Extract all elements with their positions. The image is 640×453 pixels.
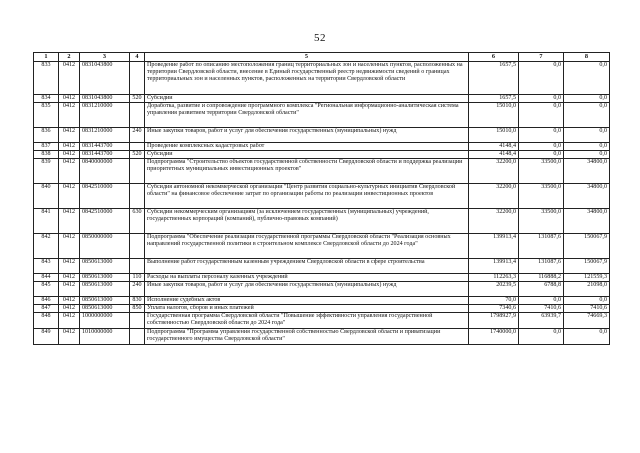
expense-type-code [130, 143, 145, 151]
target-code: 0850613000 [80, 259, 130, 274]
section-code: 0412 [59, 274, 80, 282]
row-number: 833 [34, 62, 59, 95]
item-description: Субсидии [145, 151, 469, 159]
header-col-3: 3 [80, 53, 130, 62]
target-code: 0842510000 [80, 184, 130, 209]
amount-year-2: 33500,0 [519, 184, 564, 209]
amount-year-2: 131087,6 [519, 259, 564, 274]
header-col-4: 4 [130, 53, 145, 62]
row-number: 849 [34, 329, 59, 345]
item-description: Исполнение судебных актов [145, 297, 469, 305]
amount-year-3: 7410,6 [564, 305, 610, 313]
item-description: Проведение работ по описанию местоположения границ территориальных зон и населенных пунктов, расположенных на территории Свердловской области, внесение в Единый государственный реестр недвижимости сведений о границах территориальных зон и населенных пунктов, расположенных на территории Свердловской области [145, 62, 469, 95]
expense-type-code [130, 329, 145, 345]
target-code: 0831043800 [80, 95, 130, 103]
expense-type-code [130, 159, 145, 184]
expense-type-code: 850 [130, 305, 145, 313]
row-number: 840 [34, 184, 59, 209]
header-col-2: 2 [59, 53, 80, 62]
header-col-5: 5 [145, 53, 469, 62]
item-description: Иные закупки товаров, работ и услуг для обеспечения государственных (муниципальных) нужд [145, 282, 469, 297]
amount-year-1: 1798927,9 [469, 313, 519, 329]
table-row [34, 103, 610, 128]
target-code: 1010000000 [80, 329, 130, 345]
table-row [34, 259, 610, 274]
item-description: Субсидии некоммерческим организациям (за исключением государственных (муниципальных) учреждений, государственных корпораций (компаний), публично-правовых компаний) [145, 209, 469, 234]
table-row [34, 151, 610, 159]
table-row [34, 329, 610, 345]
table-row [34, 305, 610, 313]
table-row [34, 128, 610, 143]
expense-type-code [130, 313, 145, 329]
amount-year-1: 70,0 [469, 297, 519, 305]
section-code: 0412 [59, 95, 80, 103]
expense-type-code: 520 [130, 95, 145, 103]
target-code: 0831443700 [80, 151, 130, 159]
header-col-7: 7 [519, 53, 564, 62]
section-code: 0412 [59, 313, 80, 329]
item-description: Подпрограмма "Обеспечение реализации государственной программы Свердловской области "Реализация основных направлений государственной политики в строительном комплексе Свердловской области до 2024 года" [145, 234, 469, 259]
target-code: 0850613000 [80, 297, 130, 305]
section-code: 0412 [59, 128, 80, 143]
expense-type-code: 520 [130, 151, 145, 159]
expense-type-code [130, 184, 145, 209]
amount-year-1: 15010,0 [469, 128, 519, 143]
table-row [34, 313, 610, 329]
amount-year-1: 15010,0 [469, 103, 519, 128]
target-code: 0850613000 [80, 305, 130, 313]
amount-year-3: 121559,3 [564, 274, 610, 282]
page-number: 52 [314, 32, 326, 44]
amount-year-1: 112263,3 [469, 274, 519, 282]
target-code: 0831043800 [80, 62, 130, 95]
amount-year-3: 0,0 [564, 151, 610, 159]
table-row [34, 297, 610, 305]
amount-year-3: 0,0 [564, 103, 610, 128]
table-row [34, 282, 610, 297]
amount-year-1: 32200,0 [469, 209, 519, 234]
section-code: 0412 [59, 184, 80, 209]
table-row [34, 143, 610, 151]
table-row [34, 62, 610, 95]
target-code: 0831443700 [80, 143, 130, 151]
section-code: 0412 [59, 305, 80, 313]
section-code: 0412 [59, 209, 80, 234]
amount-year-2: 0,0 [519, 103, 564, 128]
amount-year-1: 32200,0 [469, 184, 519, 209]
target-code: 0850613000 [80, 274, 130, 282]
amount-year-3: 150067,9 [564, 234, 610, 259]
amount-year-2: 33500,0 [519, 209, 564, 234]
header-col-1: 1 [34, 53, 59, 62]
amount-year-3: 0,0 [564, 297, 610, 305]
row-number: 844 [34, 274, 59, 282]
row-number: 841 [34, 209, 59, 234]
item-description: Подпрограмма "Строительство объектов государственной собственности Свердловской области и поддержка реализации приоритетных муниципальных инвестиционных проектов" [145, 159, 469, 184]
amount-year-1: 4148,4 [469, 151, 519, 159]
target-code: 0831210000 [80, 103, 130, 128]
section-code: 0412 [59, 103, 80, 128]
target-code: 0831210000 [80, 128, 130, 143]
target-code: 0842510000 [80, 209, 130, 234]
header-col-6: 6 [469, 53, 519, 62]
amount-year-2: 63939,7 [519, 313, 564, 329]
expense-type-code: 240 [130, 128, 145, 143]
item-description: Иные закупки товаров, работ и услуг для обеспечения государственных (муниципальных) нужд [145, 128, 469, 143]
amount-year-2: 0,0 [519, 329, 564, 345]
amount-year-3: 21098,0 [564, 282, 610, 297]
amount-year-3: 0,0 [564, 95, 610, 103]
row-number: 843 [34, 259, 59, 274]
amount-year-3: 0,0 [564, 329, 610, 345]
header-row [34, 53, 610, 62]
table-row [34, 159, 610, 184]
row-number: 845 [34, 282, 59, 297]
item-description: Доработка, развитие и сопровождение программного комплекса "Региональная информационно-аналитическая система управления развитием территории Свердловской области" [145, 103, 469, 128]
expense-type-code: 830 [130, 297, 145, 305]
amount-year-1: 32200,0 [469, 159, 519, 184]
amount-year-2: 33500,0 [519, 159, 564, 184]
target-code: 1000000000 [80, 313, 130, 329]
header-col-8: 8 [564, 53, 610, 62]
target-code: 0850613000 [80, 282, 130, 297]
item-description: Субсидии [145, 95, 469, 103]
row-number: 848 [34, 313, 59, 329]
amount-year-2: 131087,6 [519, 234, 564, 259]
item-description: Субсидия автономной некоммерческой организации "Центр развития социально-культурных инициатив Свердловской области" на финансовое обеспечение затрат по организации работы по реализации инвестиционных проектов [145, 184, 469, 209]
item-description: Уплата налогов, сборов и иных платежей [145, 305, 469, 313]
table-row [34, 274, 610, 282]
amount-year-2: 0,0 [519, 143, 564, 151]
table-body [34, 62, 610, 345]
amount-year-2: 0,0 [519, 62, 564, 95]
row-number: 834 [34, 95, 59, 103]
expense-type-code: 110 [130, 274, 145, 282]
amount-year-3: 34800,0 [564, 184, 610, 209]
table-row [34, 184, 610, 209]
table-row [34, 234, 610, 259]
amount-year-1: 1657,5 [469, 95, 519, 103]
section-code: 0412 [59, 151, 80, 159]
amount-year-3: 74669,3 [564, 313, 610, 329]
amount-year-1: 1657,5 [469, 62, 519, 95]
target-code: 0850000000 [80, 234, 130, 259]
section-code: 0412 [59, 259, 80, 274]
amount-year-1: 139913,4 [469, 259, 519, 274]
amount-year-1: 1740000,0 [469, 329, 519, 345]
section-code: 0412 [59, 329, 80, 345]
amount-year-2: 7410,6 [519, 305, 564, 313]
amount-year-2: 6788,8 [519, 282, 564, 297]
item-description: Государственная программа Свердловской области "Повышение эффективности управления государственной собственностью Свердловской области до 2024 года" [145, 313, 469, 329]
amount-year-1: 7340,6 [469, 305, 519, 313]
item-description: Расходы на выплаты персоналу казенных учреждений [145, 274, 469, 282]
target-code: 0840000000 [80, 159, 130, 184]
section-code: 0412 [59, 159, 80, 184]
amount-year-3: 34800,0 [564, 159, 610, 184]
section-code: 0412 [59, 282, 80, 297]
table-header [34, 53, 610, 62]
expense-type-code: 240 [130, 282, 145, 297]
amount-year-3: 0,0 [564, 62, 610, 95]
table-row [34, 95, 610, 103]
amount-year-2: 0,0 [519, 297, 564, 305]
budget-table [33, 52, 610, 345]
row-number: 839 [34, 159, 59, 184]
section-code: 0412 [59, 234, 80, 259]
amount-year-3: 150067,9 [564, 259, 610, 274]
amount-year-1: 20239,5 [469, 282, 519, 297]
row-number: 838 [34, 151, 59, 159]
expense-type-code [130, 62, 145, 95]
expense-type-code [130, 234, 145, 259]
section-code: 0412 [59, 62, 80, 95]
expense-type-code: 630 [130, 209, 145, 234]
amount-year-3: 0,0 [564, 143, 610, 151]
row-number: 842 [34, 234, 59, 259]
section-code: 0412 [59, 143, 80, 151]
amount-year-1: 4148,4 [469, 143, 519, 151]
amount-year-3: 0,0 [564, 128, 610, 143]
table-row [34, 209, 610, 234]
amount-year-2: 0,0 [519, 128, 564, 143]
amount-year-3: 34800,0 [564, 209, 610, 234]
item-description: Выполнение работ государственным казенным учреждением Свердловской области в сфере строительства [145, 259, 469, 274]
amount-year-2: 0,0 [519, 151, 564, 159]
row-number: 846 [34, 297, 59, 305]
item-description: Проведение комплексных кадастровых работ [145, 143, 469, 151]
row-number: 836 [34, 128, 59, 143]
item-description: Подпрограмма "Программа управления государственной собственностью Свердловской области и приватизации государственного имущества Свердловской области" [145, 329, 469, 345]
amount-year-2: 0,0 [519, 95, 564, 103]
expense-type-code [130, 259, 145, 274]
row-number: 847 [34, 305, 59, 313]
row-number: 835 [34, 103, 59, 128]
section-code: 0412 [59, 297, 80, 305]
amount-year-2: 116888,2 [519, 274, 564, 282]
expense-type-code [130, 103, 145, 128]
amount-year-1: 139913,4 [469, 234, 519, 259]
row-number: 837 [34, 143, 59, 151]
